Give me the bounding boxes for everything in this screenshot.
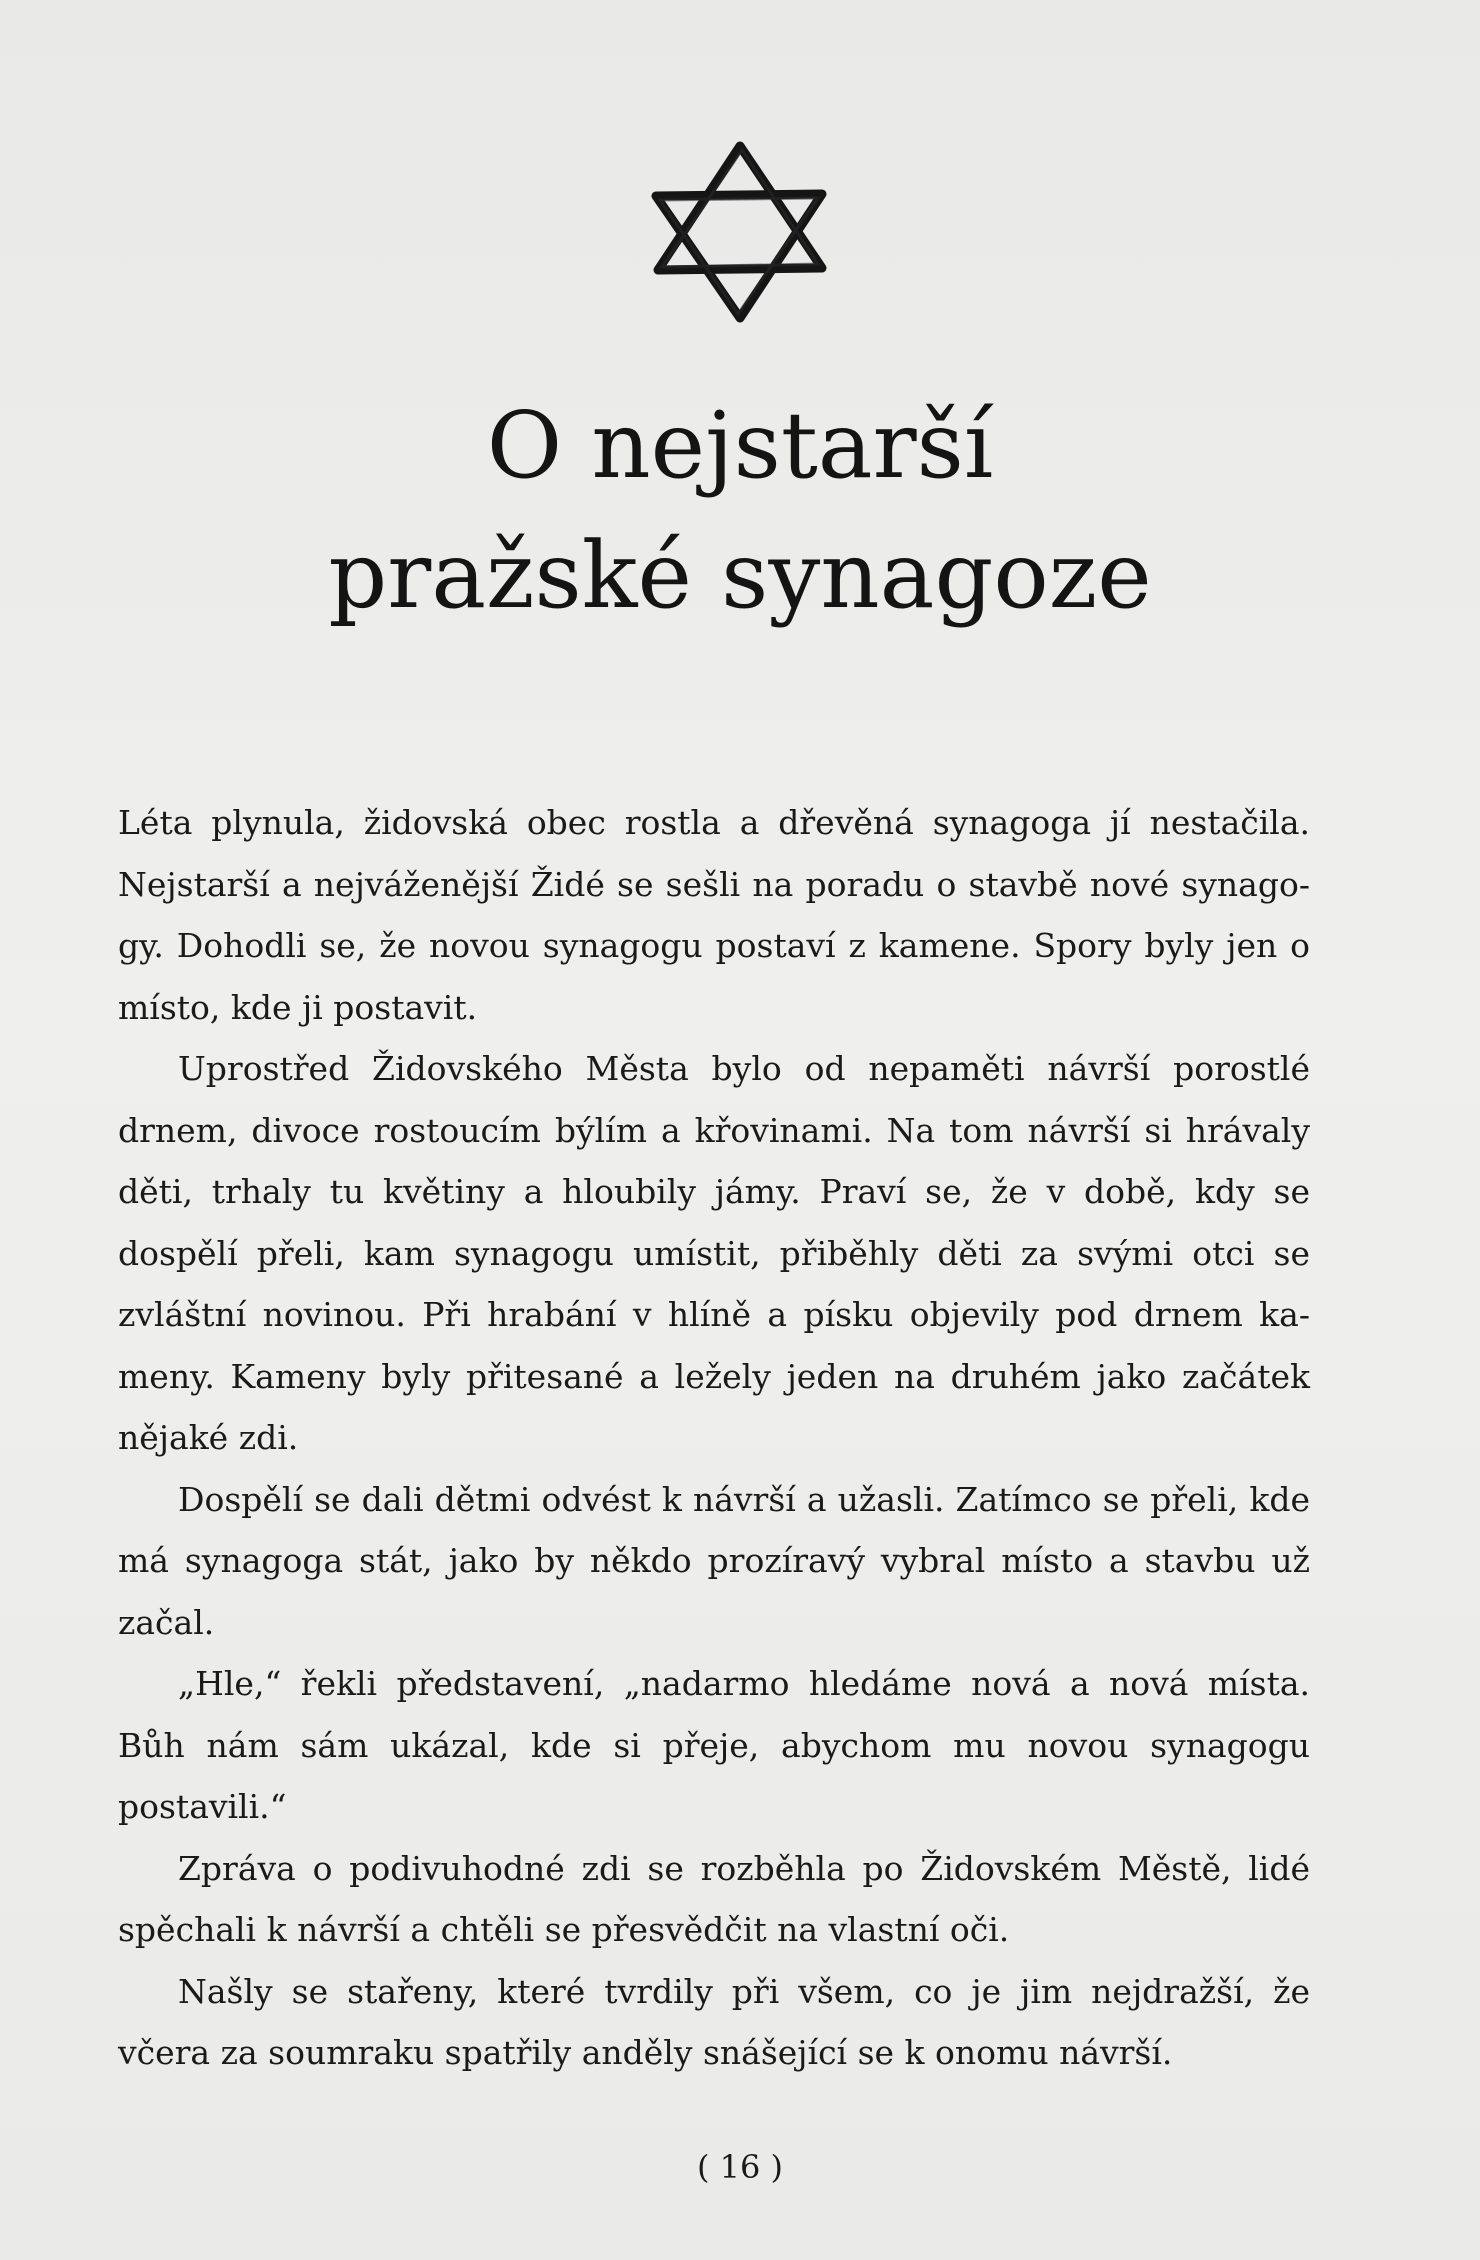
paragraph-2: Uprostřed Židovského Města bylo od nepaměti návrší porostlé drnem, divoce rostoucím býlím a křovinami. Na tom návrší si hrávaly děti, trhaly tu květiny a hloubily jámy. Praví se, že v době, kdy se dospělí přeli, kam synagogu umístit, přiběhly děti za svými otci se zvláštní novinou. Při hrabání v hlíně a písku objevily pod drnem kameny. Kameny byly přitesané a ležely jeden na druhém jako začátek nějaké zdi. xyxy=(118,1049,1310,1457)
paragraph-4: „Hle,“ řekli představení, „nadarmo hledáme nová a nová místa. Bůh nám sám ukázal, kde si přeje, abychom mu novou synagogu postavili.“ xyxy=(118,1664,1310,1826)
paragraph-6: Našly se stařeny, které tvrdily při všem, co je jim nejdražší, že včera za soumraku spatřily anděly snášející se k onomu návrší. xyxy=(118,1971,1310,2072)
star-of-david-icon xyxy=(648,140,832,324)
paragraph-1: Léta plynula, židovská obec rostla a dřevěná synagoga jí nestačila. Nejstarší a nejváženější Židé se sešli na poradu o stavbě nové synagogy. Dohodli se, že novou synagogu postaví z kamene. Spory byly jen o místo, kde ji postavit. xyxy=(118,803,1310,1027)
chapter-title-line-1: O nejstarší xyxy=(486,392,994,499)
chapter-body xyxy=(118,792,1310,2084)
paragraph-5: Zpráva o podivuhodné zdi se rozběhla po Židovském Městě, lidé spěchali k návrší a chtěli se přesvědčit na vlastní oči. xyxy=(118,1848,1310,1949)
paragraph-3: Dospělí se dali dětmi odvést k návrší a užasli. Zatímco se přeli, kde má synagoga stát, jako by někdo prozíravý vybral místo a stavbu už začal. xyxy=(118,1479,1310,1642)
chapter-title-line-2: pražské synagoze xyxy=(328,522,1152,629)
page-number: ( 16 ) xyxy=(696,2148,784,2186)
